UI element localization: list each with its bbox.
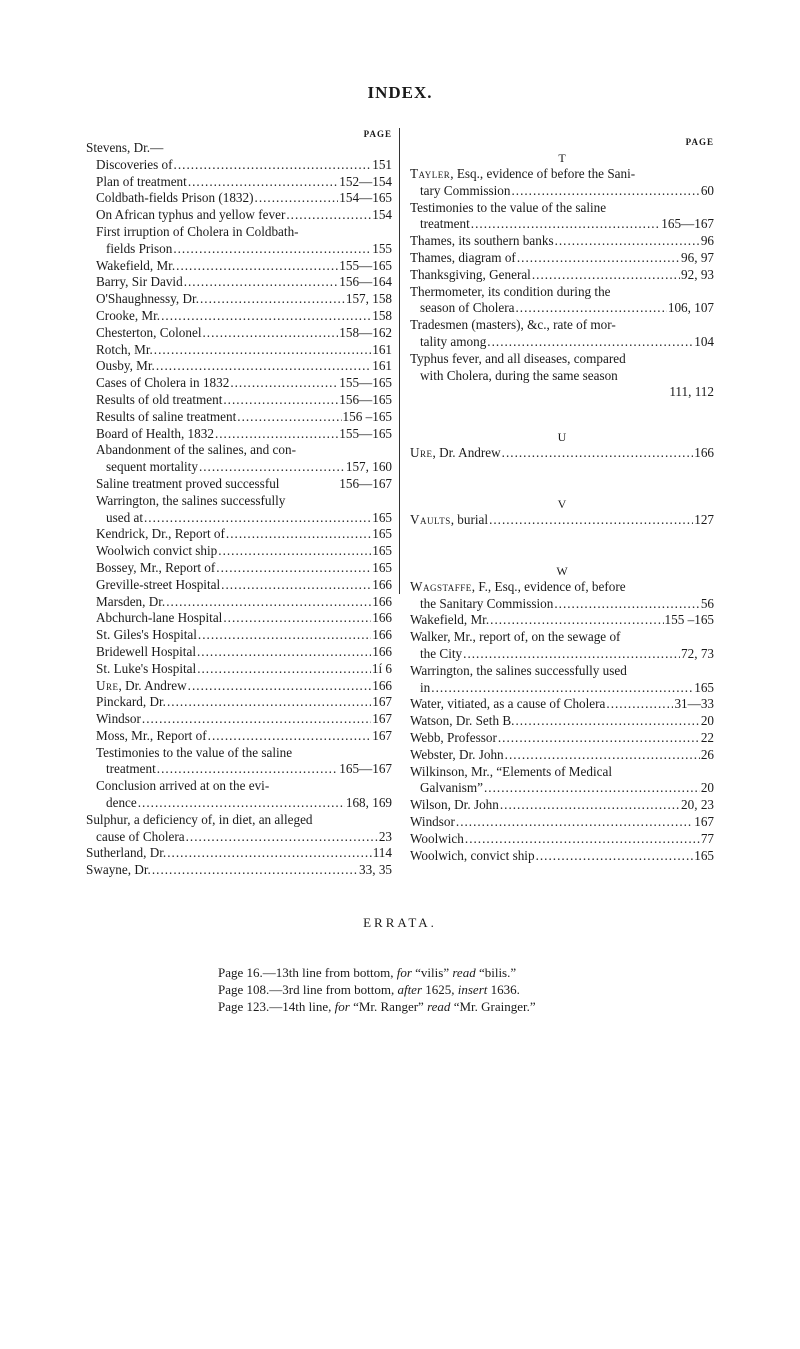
dot-leader xyxy=(489,512,693,529)
page-number: 166 xyxy=(694,445,714,461)
index-entry-text: Thermometer, its condition during the xyxy=(410,283,611,299)
errata-original: “vilis” xyxy=(415,965,450,980)
page-number: 167 xyxy=(372,694,392,710)
page-number: 165 xyxy=(372,559,392,575)
index-entry xyxy=(86,190,392,207)
index-entry-text: used at xyxy=(106,509,143,525)
dot-leader xyxy=(166,594,371,611)
section-letter-u: U xyxy=(557,430,567,445)
index-entry-text: Woolwich convict ship xyxy=(96,543,218,559)
page-number: 156 –165 xyxy=(342,408,392,424)
index-entry xyxy=(410,512,714,529)
page-number: 165 xyxy=(372,509,392,525)
index-entry xyxy=(86,812,392,846)
page-number: 167 xyxy=(372,727,392,743)
errata-instruction: insert xyxy=(457,982,488,997)
dot-leader xyxy=(223,610,371,627)
index-entries xyxy=(86,812,392,879)
dot-leader xyxy=(203,325,339,342)
errata-title: ERRATA. xyxy=(363,915,437,930)
index-entry-text: St. Giles's Hospital xyxy=(96,627,197,643)
page-number: 96, 97 xyxy=(681,249,714,265)
index-entry xyxy=(410,797,714,814)
index-entry-text: Thames, diagram of xyxy=(410,249,516,265)
index-entry xyxy=(86,862,392,879)
index-entry-text: Plan of treatment xyxy=(96,173,187,189)
index-entry xyxy=(86,325,392,342)
index-entry xyxy=(86,375,392,392)
index-group-heading: Stevens, Dr.— xyxy=(86,140,164,155)
dot-leader xyxy=(188,174,338,191)
dot-leader xyxy=(500,797,680,814)
index-entry-text: Ure, Dr. Andrew xyxy=(410,445,501,461)
page-number: 156—165 xyxy=(339,391,392,407)
index-entry-text: Woolwich, convict ship xyxy=(410,847,535,863)
index-entry-text: Abandonment of the salines, and con- xyxy=(96,442,296,458)
index-entries xyxy=(410,579,714,865)
index-entry xyxy=(86,426,392,443)
index-entry xyxy=(410,663,714,697)
index-entry-text: Wakefield, Mr. xyxy=(96,257,176,273)
errata-instruction: read xyxy=(427,999,451,1014)
page-number: 161 xyxy=(372,358,392,374)
index-entry xyxy=(410,764,714,798)
section-letter-t: T xyxy=(558,151,566,165)
page-number: 166 xyxy=(372,593,392,609)
index-entry-text: Testimonies to the value of the saline xyxy=(410,199,607,215)
dot-leader xyxy=(200,291,345,308)
index-column-left xyxy=(86,128,392,879)
dot-leader xyxy=(173,241,371,258)
index-entry-text xyxy=(410,384,420,401)
page-number: 77 xyxy=(700,830,714,846)
index-entry-text: Watson, Dr. Seth B. xyxy=(410,713,515,729)
dot-leader xyxy=(157,761,338,778)
index-entry-text: Coldbath-fields Prison (1832) xyxy=(96,190,254,206)
dot-leader xyxy=(511,183,699,200)
index-entry-text: Webster, Dr. John xyxy=(410,746,504,762)
index-entry xyxy=(86,174,392,191)
index-entry xyxy=(86,644,392,661)
index-entry-text: Warrington, the salines successfully used xyxy=(410,662,627,678)
index-entry-text: treatment xyxy=(420,216,470,232)
section-letter-v: V xyxy=(557,496,567,511)
dot-leader xyxy=(487,334,693,351)
dot-leader xyxy=(174,157,372,174)
errata-original: “Mr. Ranger” xyxy=(353,999,424,1014)
page-number: 106, 107 xyxy=(667,300,714,316)
index-entry-text: Bridewell Hospital xyxy=(96,643,196,659)
page-number: 33, 35 xyxy=(359,862,392,878)
dot-leader xyxy=(223,392,338,409)
dot-leader xyxy=(215,426,338,443)
errata-line xyxy=(218,998,738,1015)
dot-leader xyxy=(505,747,700,764)
section-letter-w: W xyxy=(556,563,568,578)
index-entry xyxy=(86,442,392,476)
page-number: 26 xyxy=(700,746,714,762)
index-entry-text: Wilkinson, Mr., “Elements of Medical xyxy=(410,763,613,779)
dot-leader xyxy=(188,678,372,695)
index-entry-text: Walker, Mr., report of, on the sewage of xyxy=(410,629,621,645)
index-entry-text: Water, vitiated, as a cause of Cholera xyxy=(410,696,606,712)
index-entry xyxy=(410,233,714,250)
page-number: 152—154 xyxy=(339,173,392,189)
dot-leader xyxy=(154,342,371,359)
index-entry-text: season of Cholera xyxy=(420,300,515,316)
page-column-header: PAGE xyxy=(363,129,392,139)
index-entry-text: Wagstaffe, F., Esq., evidence of, before xyxy=(410,578,626,594)
page-number: 72, 73 xyxy=(681,645,714,661)
index-entries xyxy=(410,445,714,462)
index-entry xyxy=(86,409,392,426)
index-entry-text: First irruption of Cholera in Coldbath- xyxy=(96,223,299,239)
dot-leader xyxy=(156,358,371,375)
dot-leader xyxy=(167,694,371,711)
index-entry-text: tary Commission xyxy=(420,182,511,198)
dot-leader xyxy=(226,526,371,543)
page-number: 154—165 xyxy=(339,190,392,206)
page-number: 20 xyxy=(700,780,714,796)
page-number: 165 xyxy=(372,543,392,559)
index-entry xyxy=(86,845,392,862)
index-entry-text: Wakefield, Mr. xyxy=(410,612,490,628)
errata-correction: 1636. xyxy=(490,982,520,997)
errata-original: 1625, xyxy=(425,982,455,997)
index-entry xyxy=(86,308,392,325)
index-entry xyxy=(410,629,714,663)
index-entry-text: the City xyxy=(420,645,463,661)
dot-leader xyxy=(471,216,660,233)
index-entry-text: Thames, its southern banks xyxy=(410,233,554,249)
page-number: 155—165 xyxy=(339,425,392,441)
index-entry xyxy=(410,814,714,831)
page-number: 157, 158 xyxy=(345,291,392,307)
index-entry xyxy=(410,166,714,200)
dot-leader xyxy=(498,730,700,747)
index-entry-text: Testimonies to the value of the saline xyxy=(96,744,293,760)
index-entry-text: On African typhus and yellow fever xyxy=(96,207,286,223)
index-entry xyxy=(86,224,392,258)
index-entry-text: Discoveries of xyxy=(96,156,173,172)
page-number: 156—167 xyxy=(339,475,392,491)
page-number: 114 xyxy=(372,845,392,861)
index-entry-text: Crooke, Mr. xyxy=(96,307,161,323)
index-entry xyxy=(86,711,392,728)
index-entry xyxy=(86,594,392,611)
errata-correction: “bilis.” xyxy=(478,965,517,980)
dot-leader xyxy=(517,250,680,267)
dot-leader xyxy=(167,845,371,862)
index-entry xyxy=(86,661,392,678)
dot-leader xyxy=(216,560,371,577)
dot-leader xyxy=(144,510,371,527)
index-entry xyxy=(86,157,392,174)
index-entries xyxy=(410,166,714,401)
page-number: 155 xyxy=(372,240,392,256)
dot-leader xyxy=(463,646,680,663)
index-entry-text: Windsor xyxy=(96,711,141,727)
dot-leader xyxy=(142,711,371,728)
page-title: INDEX. xyxy=(367,83,433,102)
page-number: 20 xyxy=(700,713,714,729)
index-entry xyxy=(410,284,714,318)
index-entry xyxy=(86,728,392,745)
index-entry-text: Marsden, Dr. xyxy=(96,593,166,609)
page-number: 92, 93 xyxy=(681,266,714,282)
index-entry xyxy=(86,207,392,224)
errata-instruction: for xyxy=(396,965,412,980)
index-entry-text: Rotch, Mr. xyxy=(96,341,153,357)
page-column-header: PAGE xyxy=(685,137,714,147)
dot-leader xyxy=(606,696,673,713)
dot-leader xyxy=(237,409,341,426)
index-entry-text: Vaults, burial xyxy=(410,511,489,527)
page-number: 155—165 xyxy=(339,257,392,273)
page-number: 20, 23 xyxy=(681,797,714,813)
index-entry-text: Chesterton, Colonel xyxy=(96,324,202,340)
dot-leader xyxy=(199,459,345,476)
index-entry xyxy=(410,445,714,462)
index-entry-text: dence xyxy=(106,795,137,811)
index-entry xyxy=(410,351,714,401)
page-number: 151 xyxy=(372,156,392,172)
index-entry xyxy=(86,745,392,779)
errata-line xyxy=(218,964,738,981)
dot-leader xyxy=(555,233,700,250)
page-number: 111, 112 xyxy=(669,384,714,400)
page-number: 157, 160 xyxy=(345,459,392,475)
index-entry-text: O'Shaughnessy, Dr. xyxy=(96,291,199,307)
page-number: 165 xyxy=(694,847,714,863)
index-entry-text: cause of Cholera xyxy=(96,828,185,844)
page-number: 166 xyxy=(372,610,392,626)
index-entry xyxy=(410,730,714,747)
index-entry-text: Bossey, Mr., Report of xyxy=(96,559,216,575)
index-entry xyxy=(86,694,392,711)
page-number: 23 xyxy=(378,828,392,844)
index-entry-text: Saline treatment proved successful xyxy=(96,475,280,491)
index-entry-text: Sutherland, Dr. xyxy=(86,845,167,861)
index-entry xyxy=(410,848,714,865)
index-entry xyxy=(86,392,392,409)
dot-leader xyxy=(286,207,371,224)
index-entry-text: Sulphur, a deficiency of, in diet, an alleged xyxy=(86,811,313,827)
page-number: 167 xyxy=(694,813,714,829)
dot-leader xyxy=(502,445,694,462)
page-number: 168, 169 xyxy=(345,795,392,811)
dot-leader xyxy=(515,300,666,317)
page-number: 166 xyxy=(372,643,392,659)
dot-leader xyxy=(138,795,345,812)
dot-leader xyxy=(490,612,663,629)
index-entry-text: sequent mortality xyxy=(106,459,198,475)
index-entry xyxy=(86,610,392,627)
index-entry-text: Typhus fever, and all diseases, compared xyxy=(410,350,626,366)
index-entry-text: Tradesmen (masters), &c., rate of mor- xyxy=(410,317,616,333)
index-entry xyxy=(86,627,392,644)
dot-leader xyxy=(197,661,371,678)
index-entry-text: Windsor xyxy=(410,813,455,829)
index-entry xyxy=(410,317,714,351)
page-number: 127 xyxy=(694,511,714,527)
errata-location: Page 123.—14th line, xyxy=(218,999,332,1014)
errata-instruction: read xyxy=(452,965,476,980)
index-entry-text: Warrington, the salines successfully xyxy=(96,492,286,508)
index-entry xyxy=(86,526,392,543)
page-number: 155 –165 xyxy=(664,612,714,628)
dot-leader xyxy=(208,728,372,745)
page-number: 165—167 xyxy=(339,761,392,777)
index-entry xyxy=(410,612,714,629)
index-entry-text: Wilson, Dr. John xyxy=(410,797,499,813)
dot-leader xyxy=(152,862,358,879)
dot-leader xyxy=(198,627,371,644)
page-number: 31—33 xyxy=(674,696,714,712)
index-entries xyxy=(86,157,392,812)
index-entry xyxy=(410,696,714,713)
index-entry-text: Abchurch-lane Hospital xyxy=(96,610,223,626)
dot-leader xyxy=(456,814,693,831)
index-entry xyxy=(410,579,714,613)
dot-leader xyxy=(197,644,371,661)
dot-leader xyxy=(176,258,338,275)
index-entry-text: Kendrick, Dr., Report of xyxy=(96,526,225,542)
page-number: 167 xyxy=(372,711,392,727)
page-number: 104 xyxy=(694,333,714,349)
errata-location: Page 108.—3rd line from bottom, xyxy=(218,982,395,997)
index-entry xyxy=(410,267,714,284)
page-number: 166 xyxy=(372,677,392,693)
errata-correction: “Mr. Grainger.” xyxy=(453,999,536,1014)
dot-leader xyxy=(230,375,338,392)
page-number: 155—165 xyxy=(339,375,392,391)
index-entry xyxy=(410,250,714,267)
index-entry-text: Pinckard, Dr. xyxy=(96,694,166,710)
page-number: 56 xyxy=(700,595,714,611)
dot-leader xyxy=(255,190,339,207)
dot-leader xyxy=(465,831,700,848)
index-entry-text: Tayler, Esq., evidence of before the Sani- xyxy=(410,166,636,181)
page-number: 154 xyxy=(372,207,392,223)
errata-list xyxy=(218,964,738,1015)
index-entry-text: in xyxy=(420,679,431,695)
index-entry xyxy=(410,713,714,730)
dot-leader xyxy=(186,829,378,846)
index-entry-text: Galvanism” xyxy=(420,780,483,796)
dot-leader xyxy=(431,680,693,697)
index-entry xyxy=(86,358,392,375)
dot-leader xyxy=(515,713,699,730)
dot-leader xyxy=(536,848,694,865)
index-entry xyxy=(86,342,392,359)
page-number: 158 xyxy=(372,307,392,323)
dot-leader xyxy=(184,274,339,291)
index-entry-text: the Sanitary Commission xyxy=(420,595,554,611)
dot-leader xyxy=(161,308,371,325)
index-entry-text: fields Prison xyxy=(106,240,173,256)
index-entry xyxy=(86,258,392,275)
dot-leader xyxy=(218,543,371,560)
index-entry xyxy=(86,274,392,291)
index-entry xyxy=(86,778,392,812)
index-entry xyxy=(410,831,714,848)
index-entry xyxy=(86,577,392,594)
page-number: 165 xyxy=(694,679,714,695)
index-entry-text: St. Luke's Hospital xyxy=(96,660,197,676)
index-entry xyxy=(410,200,714,234)
dot-leader xyxy=(221,577,371,594)
page-number: 165—167 xyxy=(661,216,714,232)
index-entry xyxy=(86,493,392,527)
index-entry-text: with Cholera, during the same season xyxy=(420,367,618,383)
dot-leader xyxy=(554,596,699,613)
page-number: 161 xyxy=(372,341,392,357)
index-entry-text: tality among xyxy=(420,333,487,349)
index-entry xyxy=(86,560,392,577)
index-column-right xyxy=(410,128,714,864)
index-entry-text: Cases of Cholera in 1832 xyxy=(96,375,230,391)
index-entry xyxy=(86,678,392,695)
page-number: 22 xyxy=(700,729,714,745)
index-entry-text: Moss, Mr., Report of xyxy=(96,727,207,743)
index-entry xyxy=(86,543,392,560)
page-number: 60 xyxy=(700,182,714,198)
errata-instruction: for xyxy=(334,999,350,1014)
errata-location: Page 16.—13th line from bottom, xyxy=(218,965,394,980)
index-entries xyxy=(410,512,714,529)
page-number: 1í 6 xyxy=(371,660,392,676)
index-entry-text: treatment xyxy=(106,761,156,777)
index-entry-text: Barry, Sir David xyxy=(96,274,183,290)
page-number: 166 xyxy=(372,627,392,643)
index-entry xyxy=(86,291,392,308)
page-number: 158—162 xyxy=(339,324,392,340)
index-entry-text: Ure, Dr. Andrew xyxy=(96,677,187,693)
index-entry-text: Conclusion arrived at on the evi- xyxy=(96,778,270,794)
page-number: 96 xyxy=(700,233,714,249)
index-entry-text: Results of saline treatment xyxy=(96,408,237,424)
index-entry-text: Greville-street Hospital xyxy=(96,576,221,592)
index-entry-text: Board of Health, 1832 xyxy=(96,425,214,441)
index-entry-text: Thanksgiving, General xyxy=(410,266,531,282)
index-entry-text: Ousby, Mr. xyxy=(96,358,155,374)
index-entry-text: Webb, Professor xyxy=(410,729,497,745)
errata-instruction: after xyxy=(397,982,423,997)
index-entry-text: Results of old treatment xyxy=(96,391,223,407)
errata-line xyxy=(218,981,738,998)
dot-leader xyxy=(484,780,700,797)
dot-leader xyxy=(532,267,680,284)
index-entry-text: Woolwich xyxy=(410,830,464,846)
page-number: 165 xyxy=(372,526,392,542)
index-entry xyxy=(410,747,714,764)
index-entry-text: Swayne, Dr. xyxy=(86,862,151,878)
column-divider xyxy=(399,128,400,594)
page-number: 166 xyxy=(372,576,392,592)
page-number: 156—164 xyxy=(339,274,392,290)
index-entry xyxy=(86,476,392,493)
